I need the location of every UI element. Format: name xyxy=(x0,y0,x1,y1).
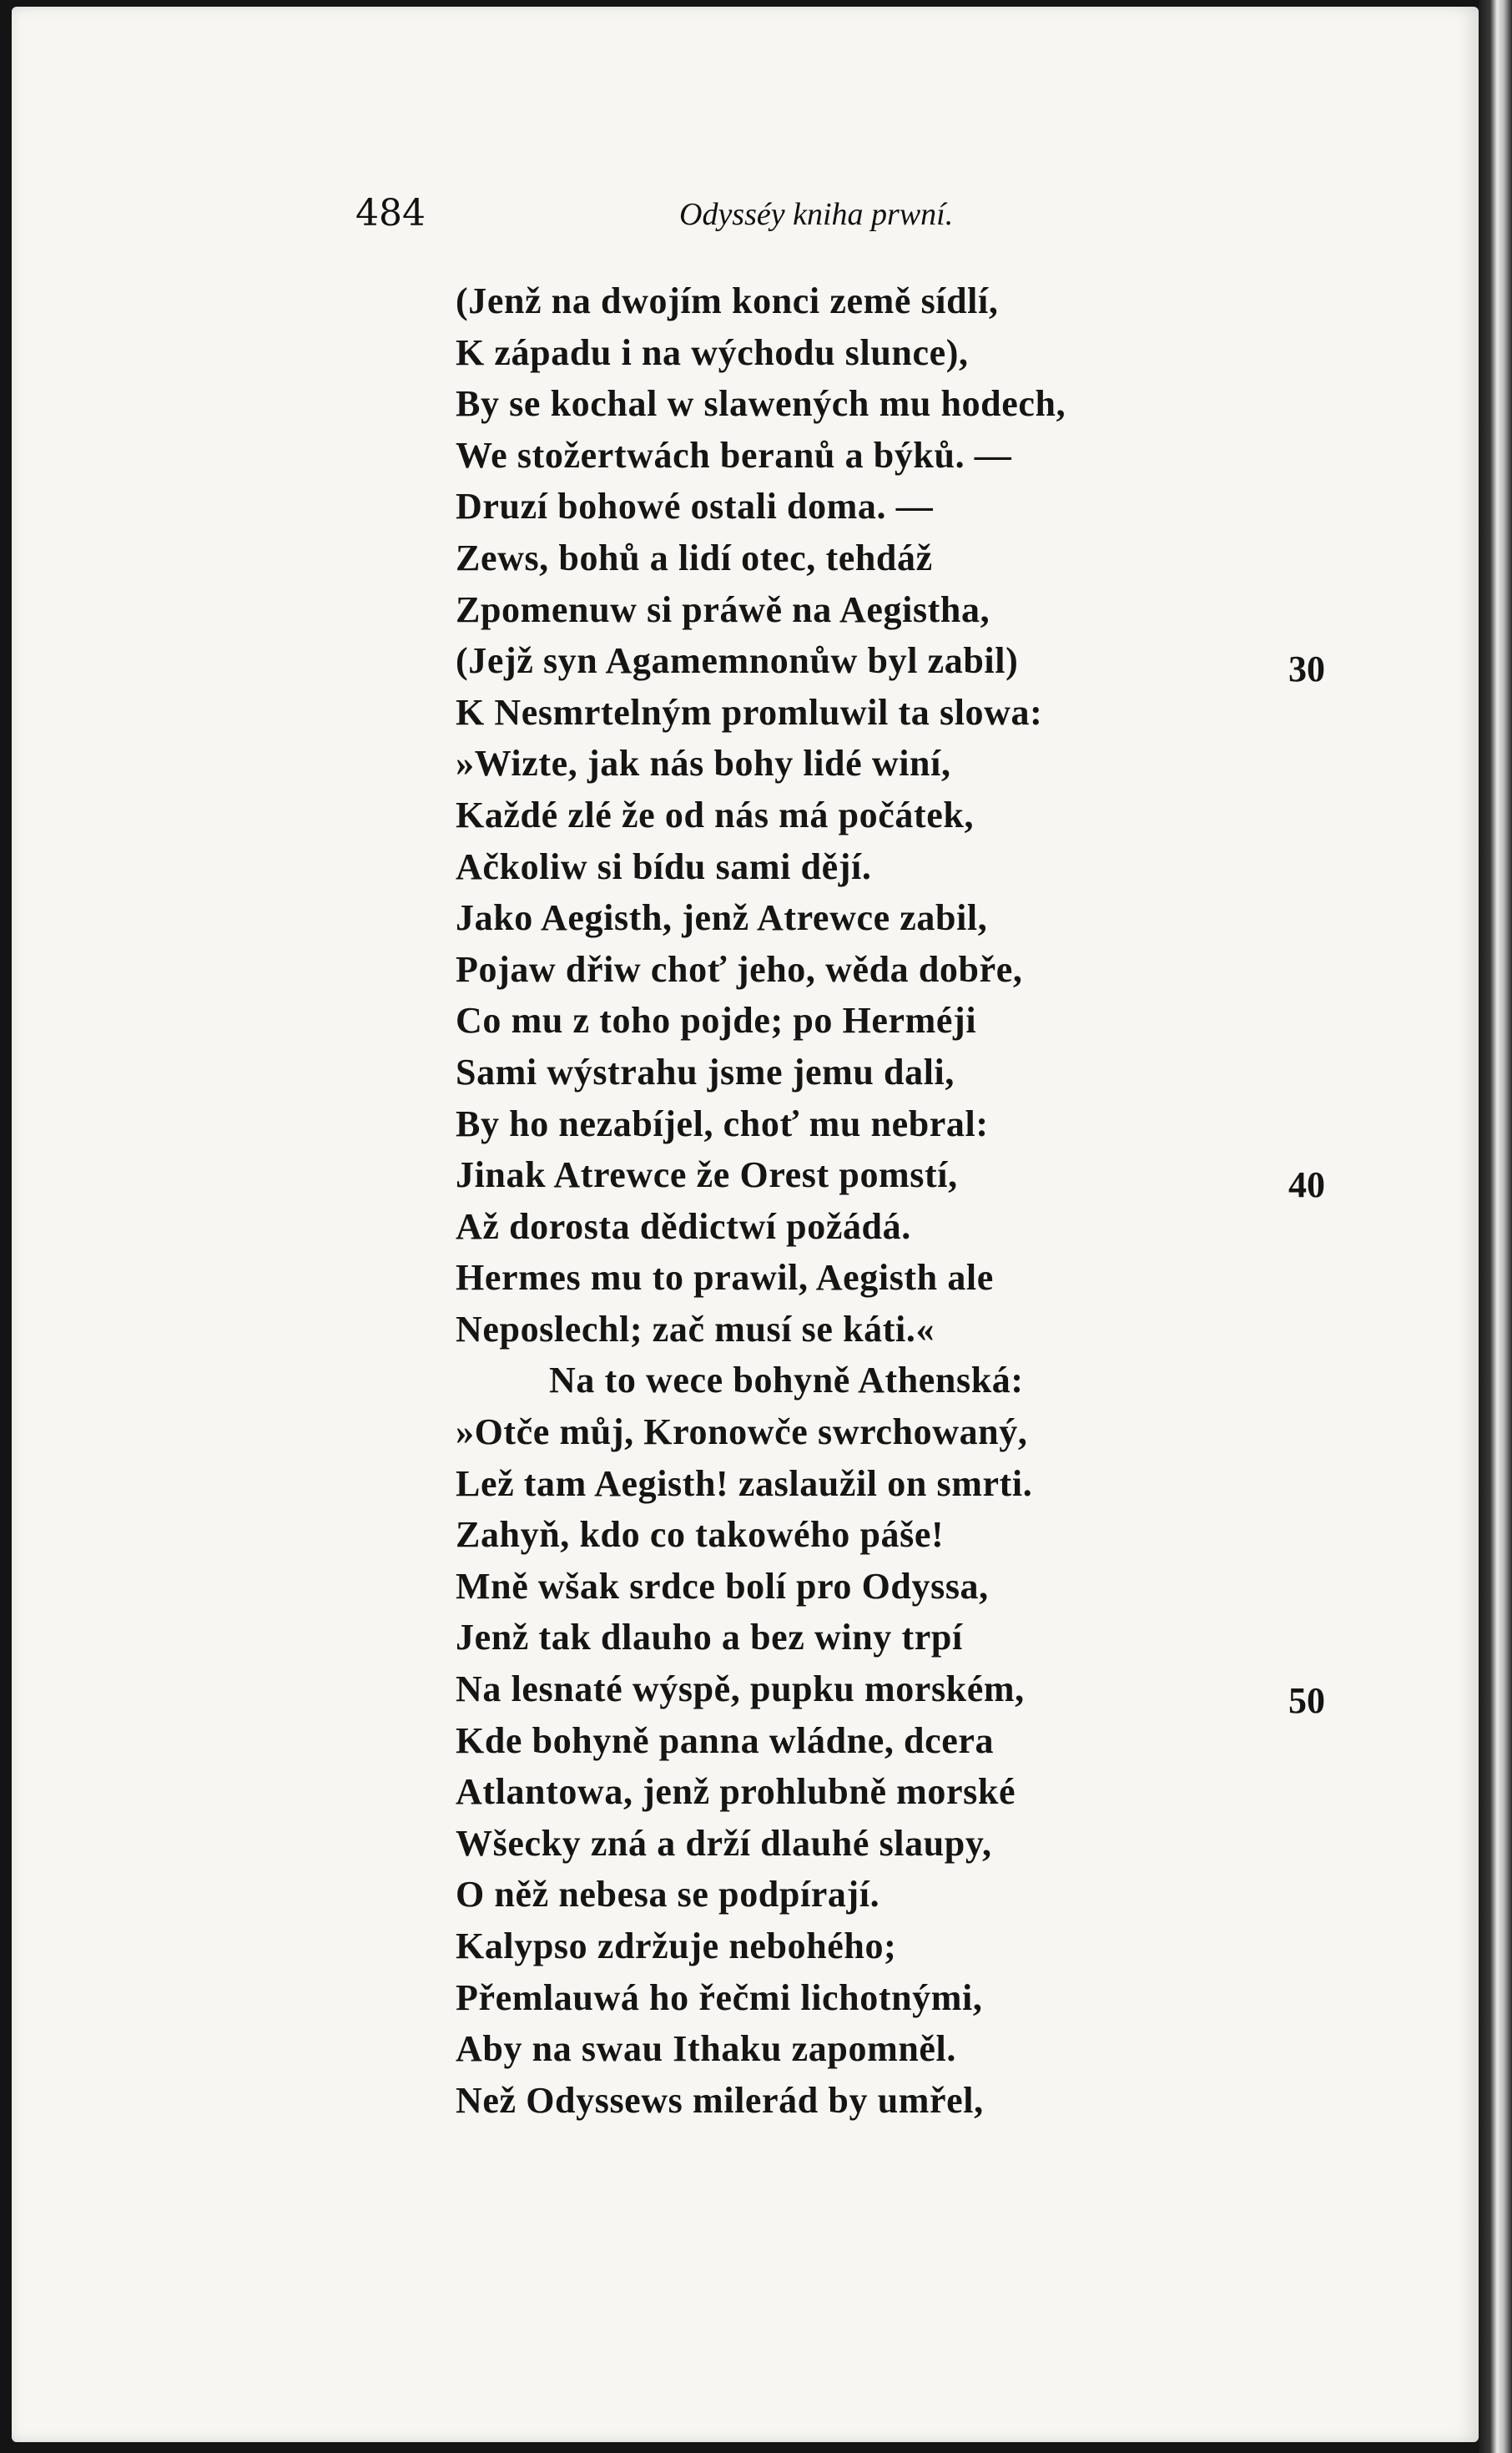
poem-line: Ačkoliw si bídu sami dějí. xyxy=(456,845,872,887)
poem-line: Atlantowa, jenž prohlubně morské xyxy=(456,1771,1016,1813)
poem-line: Lež tam Aegisth! zaslaužil on smrti. xyxy=(456,1462,1033,1504)
poem-line: »Wizte, jak nás bohy lidé winí, xyxy=(456,743,951,785)
poem-line: Aby na swau Ithaku zapomněl. xyxy=(456,2028,956,2070)
poem-line: Pojaw dřiw choť jeho, wěda dobře, xyxy=(456,948,1023,990)
poem-line: Až dorosta dědictwí požádá. xyxy=(456,1205,911,1247)
poem-line: Wšecky zná a drží dlauhé slaupy, xyxy=(456,1822,992,1864)
poem-line: O něž nebesa se podpírají. xyxy=(456,1874,880,1915)
line-number: 50 xyxy=(1288,1680,1325,1721)
poem-line: Sami wýstrahu jsme jemu dali, xyxy=(456,1051,955,1093)
poem-line: Jinak Atrewce že Orest pomstí, xyxy=(456,1154,958,1196)
poem-line: Neposlechl; zač musí se káti.« xyxy=(456,1308,935,1350)
poem-text xyxy=(456,275,1066,2126)
scan-page-edge xyxy=(1479,0,1512,2453)
poem-line: By ho nezabíjel, choť mu nebral: xyxy=(456,1103,989,1144)
poem-line: K západu i na wýchodu slunce), xyxy=(456,331,969,373)
poem-line: By se kochal w slawených mu hodech, xyxy=(456,383,1066,425)
poem-line: Jenž tak dlauho a bez winy trpí xyxy=(456,1617,963,1658)
poem-line: (Jejž syn Agamemnonůw byl zabil) xyxy=(456,640,1019,682)
poem-line: Co mu z toho pojde; po Herméji xyxy=(456,1000,977,1042)
poem-line: Jako Aegisth, jenž Atrewce zabil, xyxy=(456,897,988,939)
book-page xyxy=(12,7,1479,2442)
poem-line: K Nesmrtelným promluwil ta slowa: xyxy=(456,691,1043,733)
poem-line: Přemlauwá ho řečmi lichotnými, xyxy=(456,1976,983,2018)
poem-line: We stožertwách beranů a býků. — xyxy=(456,434,1012,476)
poem-line: Zews, bohů a lidí otec, tehdáž xyxy=(456,537,933,578)
line-number: 30 xyxy=(1288,649,1325,689)
poem-line: Mně wšak srdce bolí pro Odyssa, xyxy=(456,1565,989,1607)
line-number: 40 xyxy=(1288,1164,1325,1205)
poem-line: Druzí bohowé ostali doma. — xyxy=(456,486,934,527)
poem-line: Než Odyssews milerád by umřel, xyxy=(456,2079,984,2121)
poem-line: Zahyň, kdo co takowého páše! xyxy=(456,1514,945,1556)
poem-line: Hermes mu to prawil, Aegisth ale xyxy=(456,1257,994,1299)
running-title: Odysséy kniha prwní. xyxy=(679,197,954,232)
poem-line: (Jenž na dwojím konci země sídlí, xyxy=(456,280,999,321)
poem-line: Na to wece bohyně Athenská: xyxy=(549,1360,1024,1401)
poem-line: »Otče můj, Kronowče swrchowaný, xyxy=(456,1411,1028,1453)
page-number: 484 xyxy=(355,192,426,235)
poem-line: Kalypso zdržuje nebohého; xyxy=(456,1926,897,1966)
poem-line: Kde bohyně panna wládne, dcera xyxy=(456,1719,995,1761)
poem-line: Zpomenuw si práwě na Aegistha, xyxy=(456,588,990,630)
poem-line: Na lesnaté wýspě, pupku morském, xyxy=(456,1668,1025,1710)
poem-line: Každé zlé že od nás má počátek, xyxy=(456,794,975,835)
